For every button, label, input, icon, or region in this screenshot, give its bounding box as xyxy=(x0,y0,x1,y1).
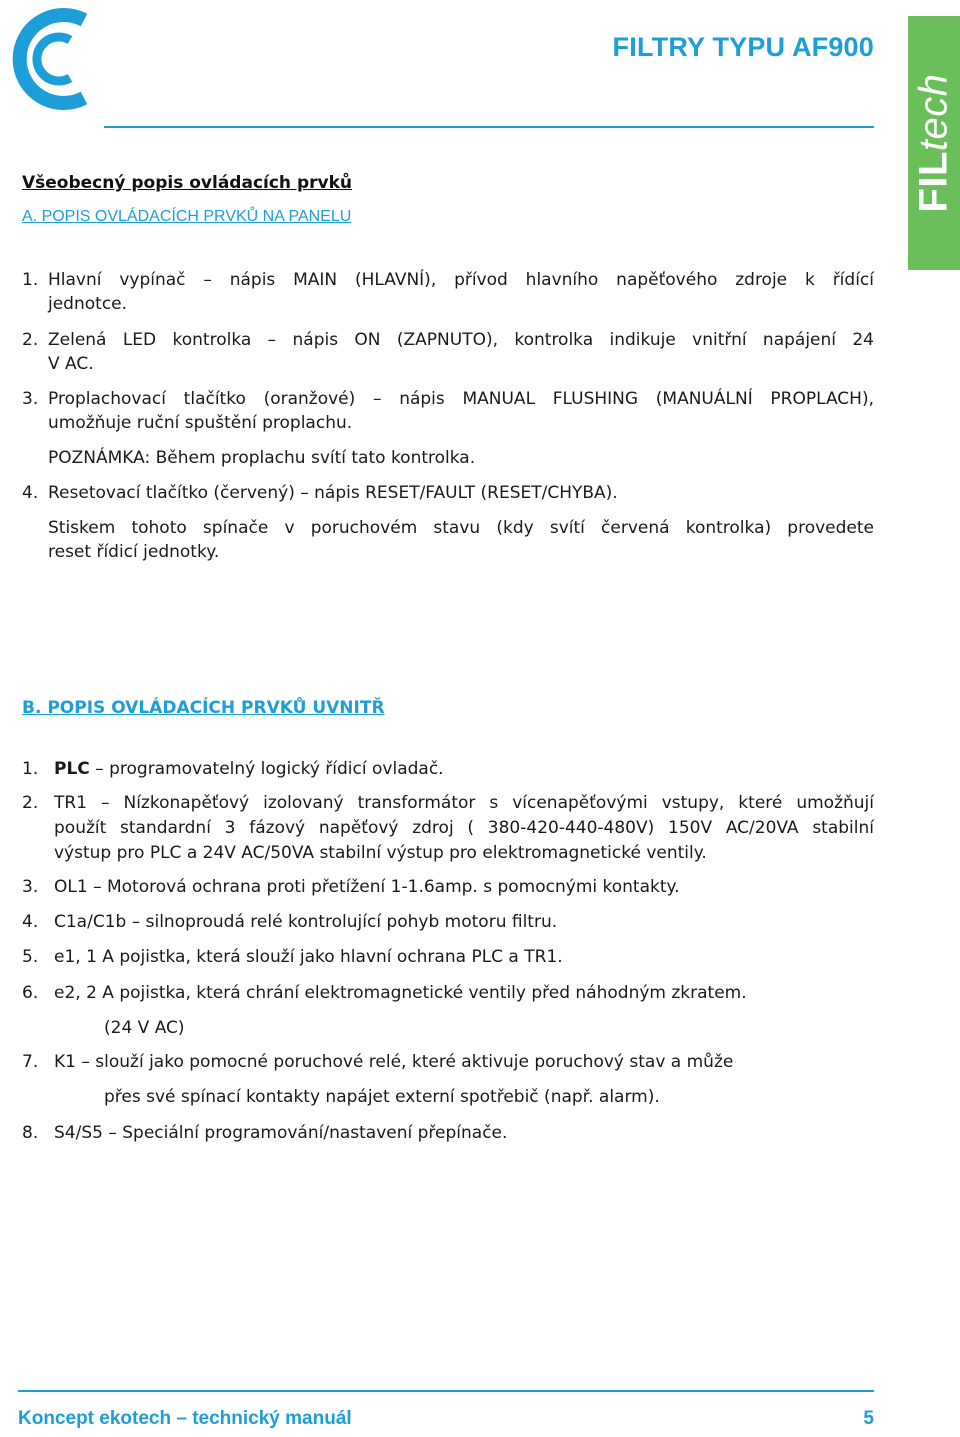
document-subtitle: Všeobecný popis ovládacích prvků xyxy=(22,173,352,193)
page-number: 5 xyxy=(863,1408,874,1429)
page-title: FILTRY TYPU AF900 xyxy=(612,32,874,62)
header-divider xyxy=(104,126,874,128)
note: POZNÁMKA: Během proplachu svítí tato kontrolka. xyxy=(48,448,476,468)
brand-tab xyxy=(908,16,960,270)
footer-title: Koncept ekotech – technický manuál xyxy=(18,1408,352,1429)
brand-logotype: FILtech xyxy=(911,73,956,213)
c-ring-logo-icon xyxy=(4,4,100,114)
footer-divider xyxy=(18,1390,874,1392)
section-a-heading: A. POPIS OVLÁDACÍCH PRVKŮ NA PANELU xyxy=(22,208,352,225)
section-b-heading: B. POPIS OVLÁDACÍCH PRVKŮ UVNITŘ xyxy=(22,698,385,718)
